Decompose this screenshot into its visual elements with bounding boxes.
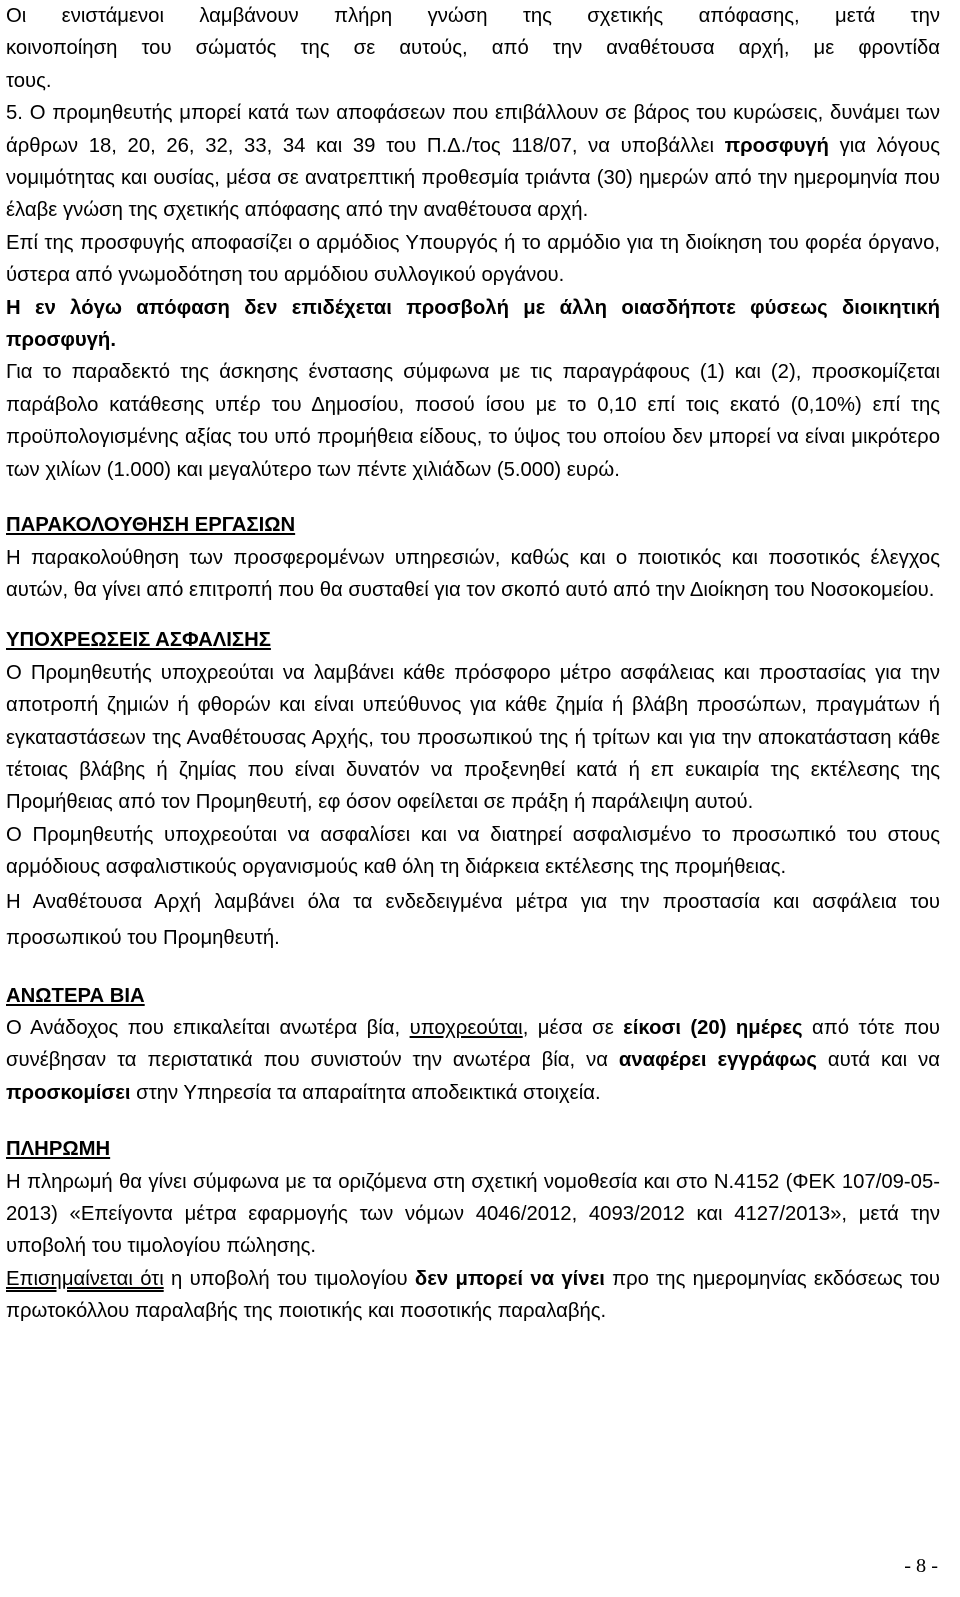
fm-text-3: , μέσα σε <box>522 1016 624 1039</box>
insurance-heading: ΥΠΟΧΡΕΩΣΕΙΣ ΑΣΦΑΛΙΣΗΣ <box>6 629 271 652</box>
no-other-appeal-paragraph: Η εν λόγω απόφαση δεν επιδέχεται προσβολή με άλλη οιασδήποτε φύσεως διοικητική προσφυγή. <box>6 296 940 352</box>
fm-bold-twenty-days: είκοσι (20) ημέρες <box>623 1016 803 1039</box>
document-page <box>6 0 940 1328</box>
payment-bold-cannot: δεν μπορεί να γίνει <box>414 1267 605 1290</box>
fm-text-1: Ο Ανάδοχος που επικαλείται ανωτέρα βία, <box>6 1016 410 1039</box>
intro-line-2: κοινοποίηση του σώματός της σε αυτούς, από την αναθέτουσα αρχή, με φροντίδα <box>6 37 940 60</box>
page-number: - 8 - <box>904 1555 938 1577</box>
payment-paragraph-2 <box>6 1263 940 1328</box>
force-majeure-paragraph <box>6 1012 940 1109</box>
fm-underlined-obliged: υποχρεούται <box>409 1016 523 1039</box>
fm-text-7: αυτά και να <box>816 1049 940 1072</box>
item-5-paragraph <box>6 97 940 227</box>
monitoring-heading: ΠΑΡΑΚΟΛΟΥΘΗΣΗ ΕΡΓΑΣΙΩΝ <box>6 514 296 537</box>
item-5-bold-appeal: προσφυγή <box>724 134 829 157</box>
insurance-paragraph-3: Η Αναθέτουσα Αρχή λαμβάνει όλα τα ενδεδειγμένα μέτρα για την προστασία και ασφάλεια του προσωπικού του Προμηθευτή. <box>6 890 940 949</box>
item-5-text-c: για λόγους νομιμότητας και ουσίας, μέσα σε ανατρεπτική προθεσμία τριάντα (30) ημερών από την ημερομηνία που έλαβε γνώση της σχετικής απόφασης από την αναθέτουσα αρχή. <box>6 134 940 222</box>
payment-text-b: προ της ημερομηνίας εκδόσεως του πρωτοκόλλου παραλαβής της ποιοτικής και ποσοτικής παραλαβής. <box>6 1267 940 1323</box>
payment-heading: ΠΛΗΡΩΜΗ <box>6 1138 111 1161</box>
payment-paragraph-1: Η πληρωμή θα γίνει σύμφωνα με τα οριζόμενα στη σχετική νομοθεσία και στο Ν.4152 (ΦΕΚ 107/09-05-2013) «Επείγοντα μέτρα εφαρμογής των νόμων 4046/2012, 4093/2012 και 4127/2013», μετά την υποβολή του τιμολογίου πώλησης. <box>6 1170 940 1258</box>
item-5-text-a: 5. Ο προμηθευτής μπορεί κατά των αποφάσεων που επιβάλλουν σε βάρος του κυρώσεις, δυνάμει των άρθρων 18, 20, 26, 32, 33, 34 και 39 του Π.Δ./τος 118/07, να υποβάλλει <box>6 102 940 157</box>
payment-text-a: η υποβολή του τιμολογίου <box>163 1267 415 1290</box>
intro-line-1: Οι ενιστάμενοι λαμβάνουν πλήρη γνώση της σχετικής απόφασης, μετά την <box>6 5 940 27</box>
intro-line-3: τους. <box>6 69 52 92</box>
insurance-paragraph-1: Ο Προμηθευτής υποχρεούται να λαμβάνει κάθε πρόσφορο μέτρο ασφάλειας και προστασίας για την αποτροπή ζημιών ή φθορών και είναι υπεύθυνος για κάθε ζημία ή βλάβη προσώπων, πραγμάτων ή εγκαταστάσεων της Αναθέτουσας Αρχής, του προσωπικού της ή τρίτων και για την αποκατάσταση κάθε τέτοιας βλάβης ή ζημίας που είναι δυνατόν να προξενηθεί κατά ή επ ευκαιρία της εκτέλεσης της Προμήθειας από τον Προμηθευτή, εφ όσον οφείλεται σε πράξη ή παράλειψη αυτού. <box>6 661 940 814</box>
fm-text-9: στην Υπηρεσία τα απαραίτητα αποδεικτικά στοιχεία. <box>130 1081 601 1104</box>
appeal-decision-paragraph: Επί της προσφυγής αποφασίζει ο αρμόδιος Υπουργός ή το αρμόδιο για τη διοίκηση του φορέα όργανο, ύστερα από γνωμοδότηση του αρμόδιου συλλογικού οργάνου. <box>6 231 940 287</box>
payment-underlined-note: Επισημαίνεται ότι <box>6 1267 164 1290</box>
fee-paragraph: Για το παραδεκτό της άσκησης ένστασης σύμφωνα με τις παραγράφους (1) και (2), προσκομίζεται παράβολο κατάθεσης υπέρ του Δημοσίου, ποσού ίσου με το 0,10 επί τοις εκατό (0,10%) επί της προϋπολογισμένης αξίας του υπό προμήθεια είδους, το ύψος του οποίου δεν μπορεί να είναι μικρότερο των χιλίων (1.000) και μεγαλύτερο των πέντε χιλιάδων (5.000) ευρώ. <box>6 361 940 481</box>
insurance-paragraph-2: Ο Προμηθευτής υποχρεούται να ασφαλίσει και να διατηρεί ασφαλισμένο το προσωπικό του στους αρμόδιους ασφαλιστικούς οργανισμούς καθ όλη τη διάρκεια εκτέλεσης της προμήθειας. <box>6 823 940 879</box>
monitoring-paragraph: Η παρακολούθηση των προσφερομένων υπηρεσιών, καθώς και ο ποιοτικός και ποσοτικός έλεγχος αυτών, θα γίνει από επιτροπή που θα συσταθεί για τον σκοπό αυτό από την Διοίκηση του Νοσοκομείου. <box>6 546 940 601</box>
fm-bold-submit: προσκομίσει <box>6 1081 131 1104</box>
fm-text-5: από τότε που συνέβησαν τα περιστατικά που συνιστούν την ανωτέρα βία, να <box>6 1016 941 1072</box>
force-majeure-heading: ΑΝΩΤΕΡΑ ΒΙΑ <box>6 984 145 1007</box>
fm-bold-report-writing: αναφέρει εγγράφως <box>618 1049 817 1072</box>
